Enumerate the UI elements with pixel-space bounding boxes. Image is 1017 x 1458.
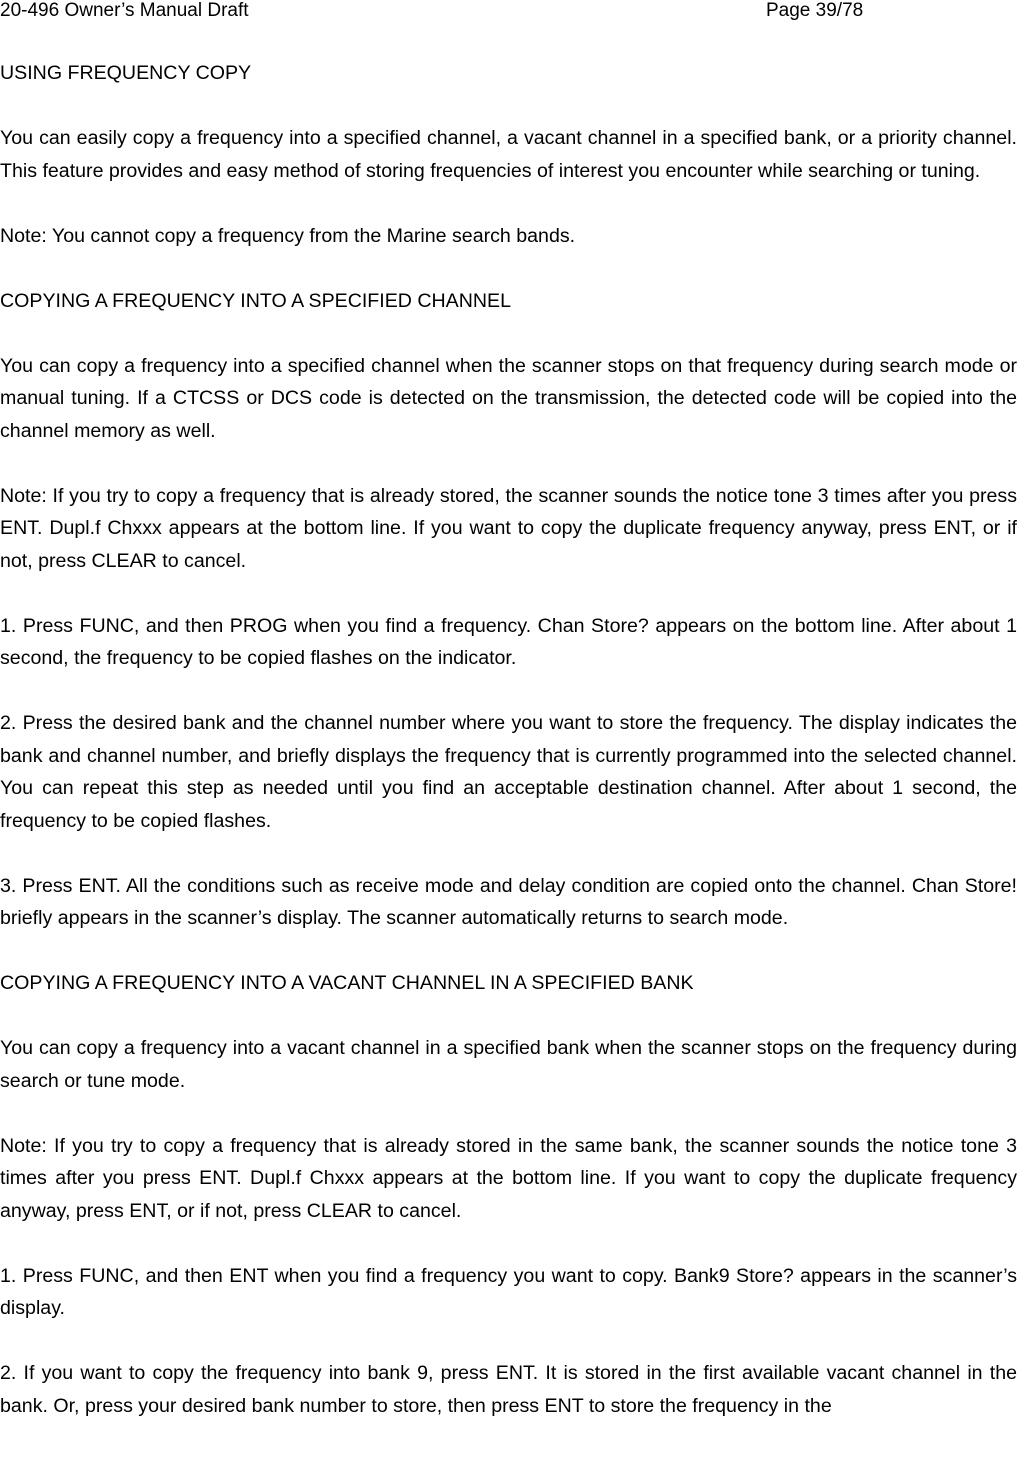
- paragraph-vacant-step-2: 2. If you want to copy the frequency into bank 9, press ENT. It is stored in the first available vacant channel in the bank. Or, press your desired bank number to store, then press ENT to store the frequency in the: [0, 1362, 1017, 1417]
- paragraph-note-marine: Note: You cannot copy a frequency from the Marine search bands.: [0, 224, 576, 247]
- paragraph-step-3: 3. Press ENT. All the conditions such as receive mode and delay condition are copied onto the channel. Chan Store! briefly appears in the scanner’s display. The scanner automatically returns to search mode.: [0, 874, 1017, 929]
- paragraph-step-2: 2. Press the desired bank and the channel number where you want to store the frequency. The display indicates the bank and channel number, and briefly displays the frequency that is currently programmed into the selected channel. You can repeat this step as needed until you find an acceptable destination channel. After about 1 second, the frequency to be copied flashes.: [0, 712, 1017, 832]
- document-title: 20-496 Owner’s Manual Draft: [0, 0, 249, 21]
- paragraph-intro: You can easily copy a frequency into a specified channel, a vacant channel in a specified bank, or a priority channel. This feature provides and easy method of storing frequencies of interest you encounter while searching or tuning.: [0, 127, 1017, 182]
- page-header: [0, 0, 1017, 24]
- section-heading-using-frequency-copy: USING FREQUENCY COPY: [0, 62, 252, 84]
- paragraph-note-duplicate-bank: Note: If you try to copy a frequency that is already stored in the same bank, the scanner sounds the notice tone 3 times after you press ENT. Dupl.f Chxxx appears at the bottom line. If you want to copy the duplicate frequency anyway, press ENT, or if not, press CLEAR to cancel.: [0, 1134, 1017, 1222]
- paragraph-note-duplicate: Note: If you try to copy a frequency that is already stored, the scanner sounds the notice tone 3 times after you press ENT. Dupl.f Chxxx appears at the bottom line. If you want to copy the duplicate frequency anyway, press ENT, or if not, press CLEAR to cancel.: [0, 484, 1017, 572]
- section-heading-specified-channel: COPYING A FREQUENCY INTO A SPECIFIED CHANNEL: [0, 289, 512, 312]
- paragraph-step-1: 1. Press FUNC, and then PROG when you find a frequency. Chan Store? appears on the bottom line. After about 1 second, the frequency to be copied flashes on the indicator.: [0, 614, 1017, 669]
- paragraph-vacant-step-1: 1. Press FUNC, and then ENT when you find a frequency you want to copy. Bank9 Store? appears in the scanner’s display.: [0, 1264, 1017, 1319]
- section-heading-vacant-channel: COPYING A FREQUENCY INTO A VACANT CHANNEL IN A SPECIFIED BANK: [0, 972, 694, 994]
- page-body: [0, 57, 1017, 1455]
- page-number: Page 39/78: [766, 0, 864, 21]
- paragraph-specified-channel-intro: You can copy a frequency into a specified channel when the scanner stops on that frequency during search mode or manual tuning. If a CTCSS or DCS code is detected on the transmission, the detected code will be copied into the channel memory as well.: [0, 354, 1017, 442]
- paragraph-vacant-channel-intro: You can copy a frequency into a vacant channel in a specified bank when the scanner stops on the frequency during search or tune mode.: [0, 1037, 1017, 1092]
